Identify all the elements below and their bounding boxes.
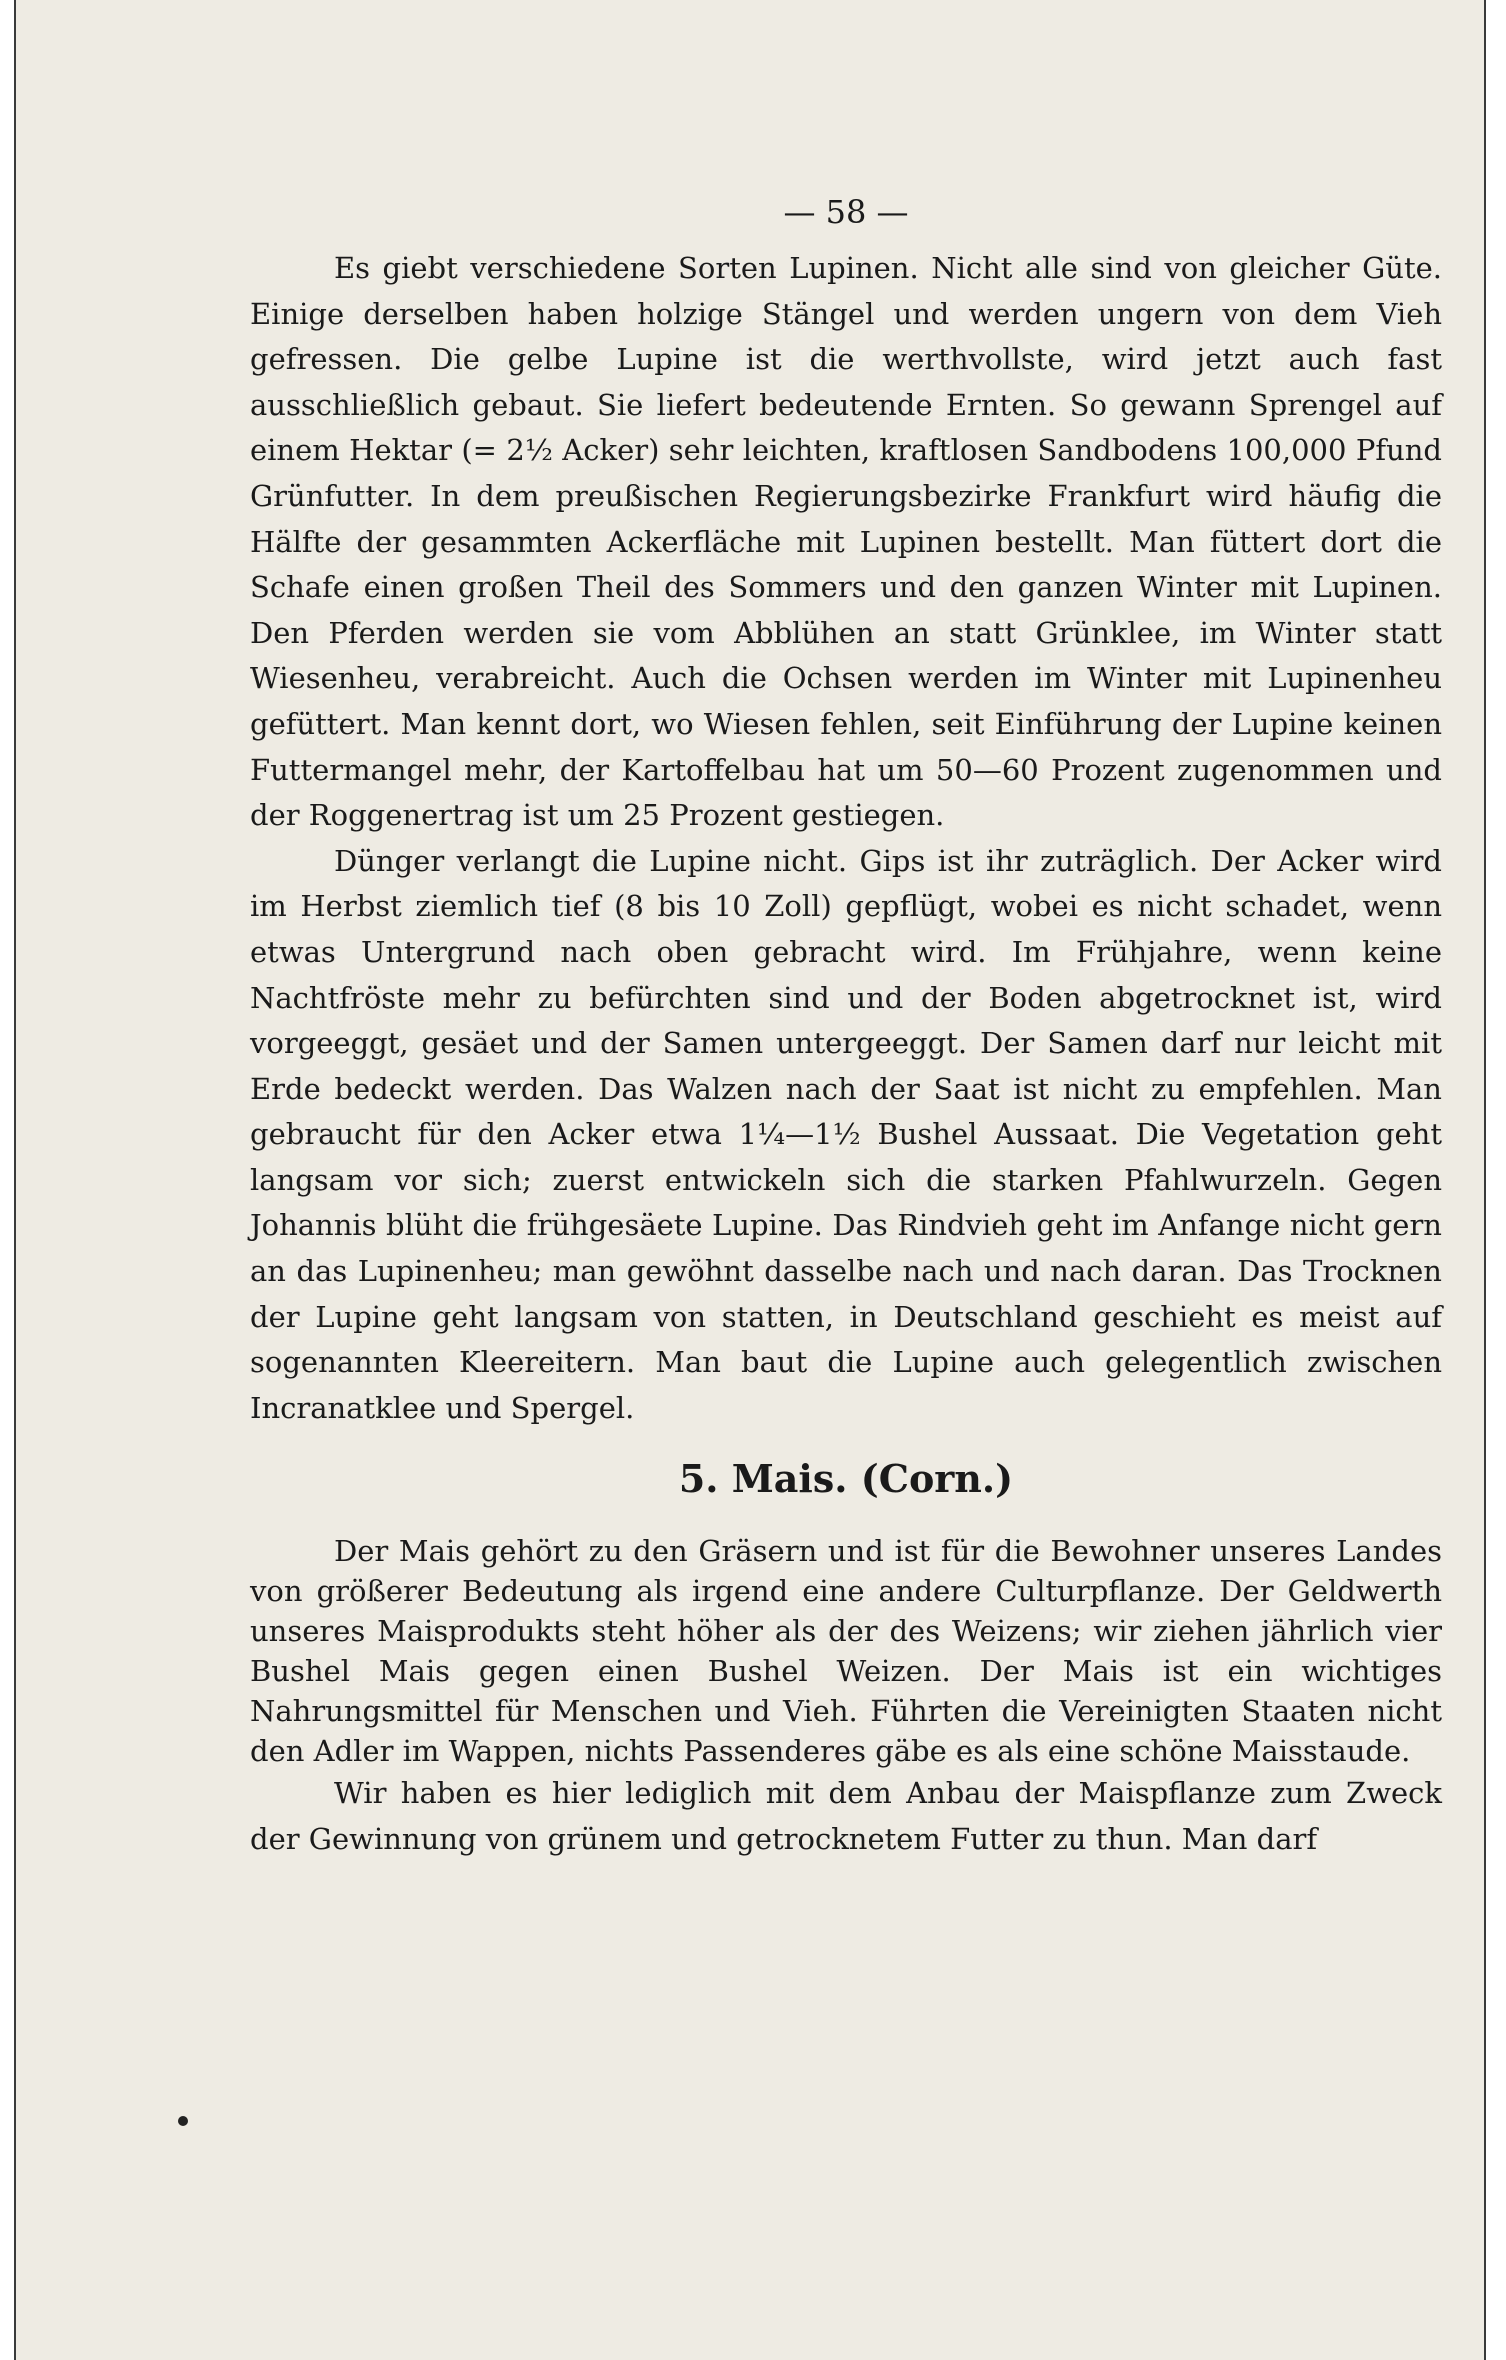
page-left-edge [14, 0, 16, 2360]
page-right-edge [1484, 0, 1486, 2360]
page-content [250, 186, 1442, 1863]
paragraph-mais-fodder: Wir haben es hier lediglich mit dem Anbau der Maispflanze zum Zweck der Gewinnung von grünem und getrocknetem Futter zu thun. Man darf [250, 1776, 1442, 1857]
paragraph-lupine-varieties: Es giebt verschiedene Sorten Lupinen. Nicht alle sind von gleicher Güte. Einige derselben haben holzige Stängel und werden ungern von dem Vieh gefressen. Die gelbe Lupine ist die werthvollste, wird jetzt auch fast ausschließlich gebaut. Sie liefert bedeutende Ernten. So gewann Sprengel auf einem Hektar (= 2½ Acker) sehr leichten, kraftlosen Sandbodens 100,000 Pfund Grünfutter. In dem preußischen Regierungsbezirke Frankfurt wird häufig die Hälfte der gesammten Ackerfläche mit Lupinen bestellt. Man füttert dort die Schafe einen großen Theil des Sommers und den ganzen Winter mit Lupinen. Den Pferden werden sie vom Abblühen an statt Grünklee, im Winter statt Wiesenheu, verabreicht. Auch die Ochsen werden im Winter mit Lupinenheu gefüttert. Man kennt dort, wo Wiesen fehlen, seit Einführung der Lupine keinen Futtermangel mehr, der Kartoffelbau hat um 50—60 Prozent zugenommen und der Roggenertrag ist um 25 Prozent gestiegen. [250, 251, 1442, 833]
paragraph-lupine-cultivation: Dünger verlangt die Lupine nicht. Gips ist ihr zuträglich. Der Acker wird im Herbst ziemlich tief (8 bis 10 Zoll) gepflügt, wobei es nicht schadet, wenn etwas Untergrund nach oben gebracht wird. Im Frühjahre, wenn keine Nachtfröste mehr zu befürchten sind und der Boden abgetrocknet ist, wird vorgeeggt, gesäet und der Samen untergeeggt. Der Samen darf nur leicht mit Erde bedeckt werden. Das Walzen nach der Saat ist nicht zu empfehlen. Man gebraucht für den Acker etwa 1¼—1½ Bushel Aussaat. Die Vegetation geht langsam vor sich; zuerst entwickeln sich die starken Pfahlwurzeln. Gegen Johannis blüht die frühgesäete Lupine. Das Rindvieh geht im Anfange nicht gern an das Lupinenheu; man gewöhnt dasselbe nach und nach daran. Das Trocknen der Lupine geht langsam von statten, in Deutschland geschieht es meist auf sogenannten Kleereitern. Man baut die Lupine auch gelegentlich zwischen Incranatklee und Spergel. [250, 843, 1442, 1425]
ink-dot [178, 2116, 188, 2126]
paragraph-mais-intro: Der Mais gehört zu den Gräsern und ist für die Bewohner unseres Landes von größerer Bedeutung als irgend eine andere Culturpflanze. Der Geldwerth unseres Maisprodukts steht höher als der des Weizens; wir ziehen jährlich vier Bushel Mais gegen einen Bushel Weizen. Der Mais ist ein wichtiges Nahrungsmittel für Menschen und Vieh. Führten die Vereinigten Staaten nicht den Adler im Wappen, nichts Passenderes gäbe es als eine schöne Maisstaude. [250, 1534, 1442, 1769]
page-number: — 58 — [783, 193, 909, 231]
section-heading-mais: 5. Mais. (Corn.) [678, 1456, 1014, 1502]
